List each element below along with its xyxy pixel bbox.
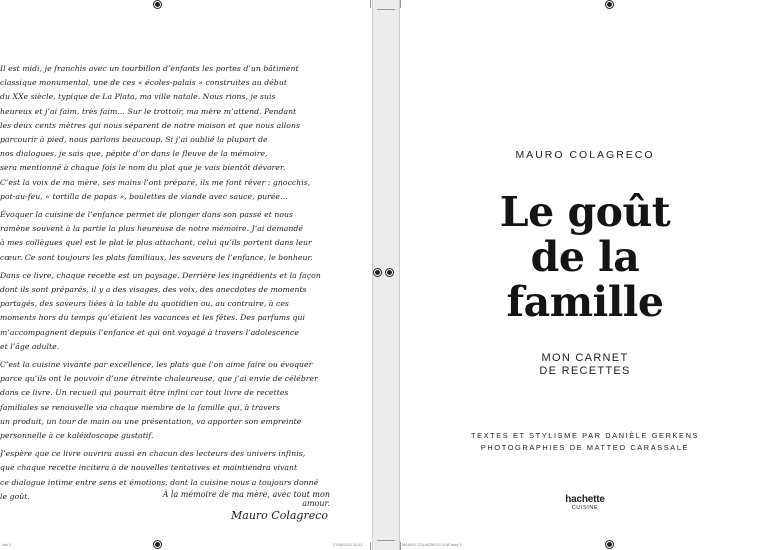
preface-line: classique monumental, une de ces « écoles-palais » construites au début <box>0 78 287 88</box>
preface-line: heureux et j’ai faim, très faim… Sur le trottoir, ma mère m’attend. Pendant <box>0 106 297 116</box>
preface-line: m’accompagnent depuis l’enfance et qui ont voyagé à travers l’adolescence <box>0 327 299 337</box>
preface-line: du XXe siècle, typique de La Plata, ma ville natale. Nous rions, je suis <box>0 92 276 102</box>
crop-mark <box>400 0 401 8</box>
publisher-name: hachette <box>565 494 605 505</box>
author-name: MAURO COLAGRECO <box>515 149 655 161</box>
title-line: famille <box>506 278 664 326</box>
crop-mark <box>377 9 395 10</box>
slug-left: inol 2 <box>2 543 12 547</box>
preface-line: C’est la voix de ma mère, ses mains l’ont préparé, ils me font rêver : gnocchis, <box>0 177 311 187</box>
preface-line: sera mentionné à chaque fois le nom du plat que je vais bientôt dévorer. <box>0 163 286 173</box>
subtitle-line: DE RECETTES <box>539 365 631 377</box>
preface-line: dans ce livre. Un recueil qui pourrait être infini car tout livre de recettes <box>0 388 289 398</box>
preface-line: parce qu’ils ont le pouvoir d’une étreinte chaleureuse, que j’ai envie de célébrer <box>0 374 318 384</box>
crop-mark <box>370 542 371 550</box>
preface-line: cœur. Ce sont toujours les plats familiaux, les saveurs de l’enfance, le bonheur. <box>0 252 313 262</box>
preface-line: ramène souvent à la partie la plus heureuse de notre mémoire. J’ai demandé <box>0 224 303 234</box>
book-subtitle <box>400 352 770 378</box>
right-page <box>400 12 770 540</box>
credits <box>400 430 770 454</box>
crop-mark <box>400 542 401 550</box>
gutter-edge-left <box>372 0 373 550</box>
preface-line: J’espère que ce livre ouvrira aussi en chacun des lecteurs des univers infinis, <box>0 449 306 459</box>
preface-line: Évoquer la cuisine de l’enfance permet de plonger dans son passé et nous <box>0 210 294 220</box>
publisher-imprint: CUISINE <box>571 505 599 511</box>
preface-line: dont ils sont préparés, il y a des visages, des voix, des anecdotes de moments <box>0 285 307 295</box>
author-signature: Mauro Colagreco <box>231 509 328 522</box>
preface-line: pot-au-feu, « tortilla de papas », boulettes de viande avec sauce, purée… <box>0 191 288 201</box>
preface-line: les deux cents mètres qui nous séparent de notre maison et que nous allons <box>0 120 300 130</box>
preface-line: familiales se renouvelle via chaque membre de la famille qui, à travers <box>0 402 280 412</box>
preface-line: Dans ce livre, chaque recette est un paysage. Derrière les ingrédients et la façon <box>0 270 321 280</box>
slug-file: MAURO COLAGRECO ILAF.indd 3 <box>402 543 462 547</box>
preface-paragraph <box>0 358 350 443</box>
preface-paragraph <box>0 208 350 265</box>
preface-line: parcourir à pied, nous parlons beaucoup. Si j’ai oublié la plupart de <box>0 135 268 145</box>
preface-line: ce dialogue intime entre sens et émotions, dont la cuisine nous a toujours donné <box>0 477 319 487</box>
preface-line: personnelle à ce kaléidoscope gustatif. <box>0 431 154 441</box>
registration-mark-icon <box>606 541 613 548</box>
registration-mark-icon <box>154 541 161 548</box>
preface-line: le goût. <box>0 491 30 501</box>
registration-mark-icon <box>386 269 393 276</box>
title-line: de la <box>530 233 640 281</box>
slug-date: 27/08/2021 12:12 <box>333 543 363 547</box>
preface-line: et l’âge adulte. <box>0 341 60 351</box>
crop-mark <box>377 540 395 541</box>
preface-line: partagés, des saveurs liées à la table du quotidien ou, au contraire, à ces <box>0 299 289 309</box>
preface-line: à mes collègues quel est le plat le plus attachant, celui qu’ils portent dans leur <box>0 238 312 248</box>
credits-line: PHOTOGRAPHIES DE MATTEO CARASSALE <box>480 443 690 452</box>
preface-line: que chaque recette incitera à de nouvelles tentatives et maintiendra vivant <box>0 463 298 473</box>
preface-line: Il est midi, je franchis avec un tourbillon d’enfants les portes d’un bâtiment <box>0 64 299 73</box>
title-line: Le goût <box>499 188 671 236</box>
registration-mark-icon <box>606 1 613 8</box>
book-title <box>400 190 770 325</box>
publisher-logo <box>400 494 770 511</box>
preface-line: un produit, un tour de main ou une présentation, va apporter son empreinte <box>0 416 302 426</box>
preface-line: moments hors du temps qu’étaient les vacances et les fêtes. Des parfums qui <box>0 313 305 323</box>
preface-line: C’est la cuisine vivante par excellence, les plats que l’on aime faire ou évoquer <box>0 360 313 370</box>
credits-line: TEXTES ET STYLISME PAR DANIÈLE GERKENS <box>470 431 700 440</box>
left-page <box>0 12 372 540</box>
preface-paragraph <box>0 269 350 354</box>
registration-mark-icon <box>374 269 381 276</box>
subtitle-line: MON CARNET <box>541 352 629 364</box>
preface-text <box>0 62 350 508</box>
crop-mark <box>370 0 371 8</box>
dedication: À la mémoire de ma mère, avec tout mon amour. <box>162 490 330 508</box>
registration-mark-icon <box>154 1 161 8</box>
preface-line: nos dialogues, je sais que, pépite d’or dans le fleuve de la mémoire, <box>0 149 268 159</box>
preface-paragraph <box>0 62 350 204</box>
